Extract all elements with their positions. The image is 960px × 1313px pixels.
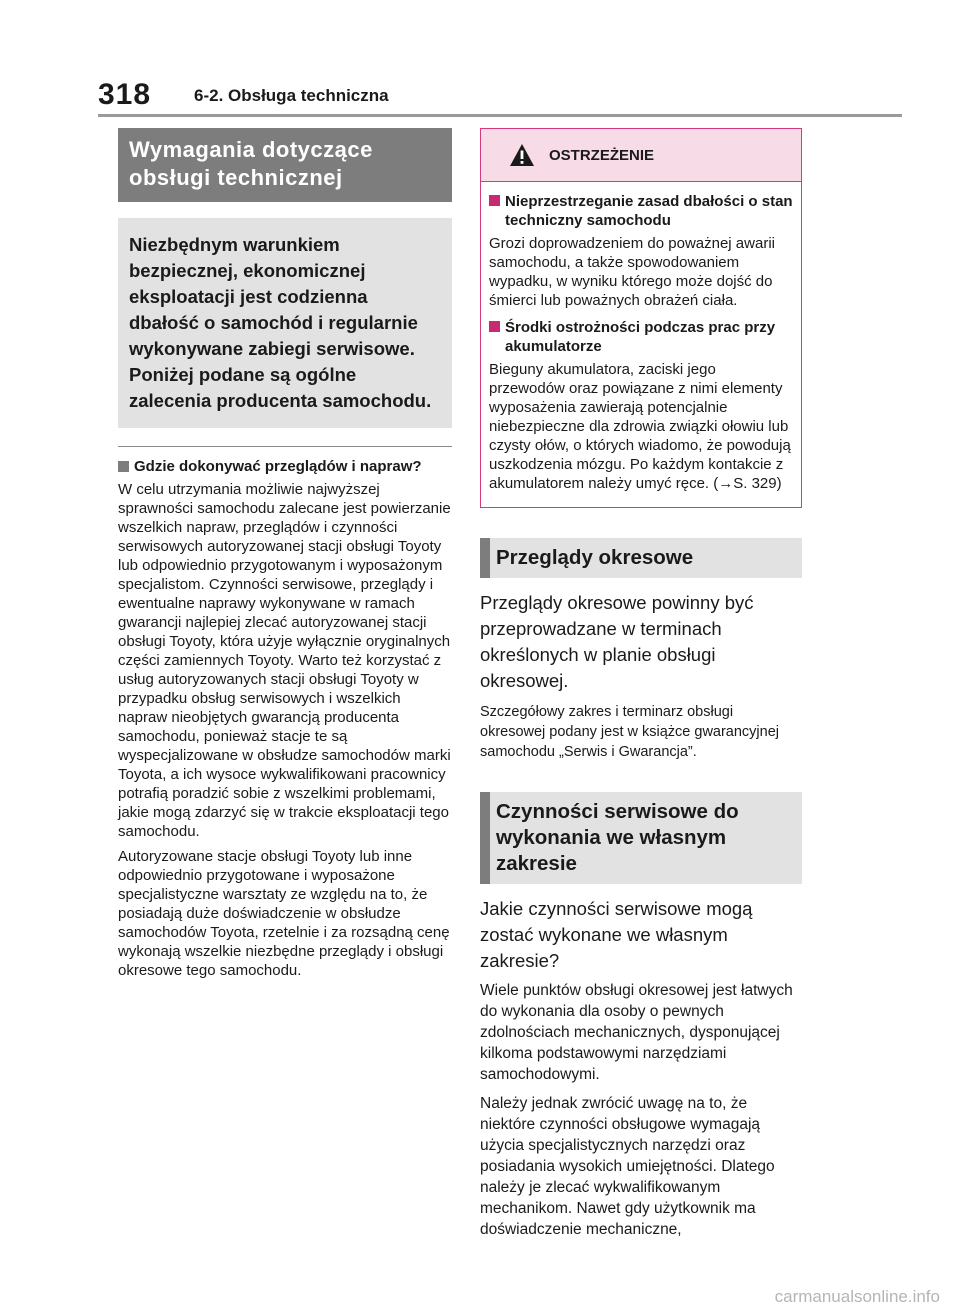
requirements-heading: Wymagania dotyczące obsługi technicznej — [118, 128, 452, 202]
question-text: Gdzie dokonywać przeglądów i napraw? — [134, 458, 422, 475]
warning-body — [481, 182, 801, 507]
square-bullet-icon — [118, 461, 129, 472]
diy-lead: Jakie czynności serwisowe mogą zostać wykonane we własnym zakresie? — [480, 898, 753, 971]
page-number: 318 — [98, 78, 152, 111]
warning-item-title-text: Środki ostrożności podczas prac przy akumulatorze — [505, 319, 776, 355]
left-column — [118, 128, 452, 980]
square-bullet-icon — [489, 195, 500, 206]
body-paragraph: W celu utrzymania możliwie najwyższej sprawności samochodu zalecane jest powierzanie wszelkich napraw, przeglądów i czynności serwisowych autoryzowanej stacji obsługi Toyoty lub odpowiednio przygotowanym i wyposażonym specjalistom. Czynności serwisowe, przeglądy i ewentualne naprawy wykonywane w ramach gwarancji najlepiej zlecać autoryzowanej stacji obsługi Toyoty, która użyje wyłącznie oryginalnych części zamiennych Toyoty. Warto też korzystać z usług autoryzowanych stacji obsługi Toyoty w przypadku obsług serwisowych i wszelkich napraw nieobjętych gwarancją producenta samochodu, ponieważ stacje te są wyspecjalizowane w obsłudze samochodów marki Toyota, a ich wysoce wykwalifikowani pracownicy potrafią poradzić sobie z wszelkimi problemami, jakie mogą zdarzyć się w trakcie eksploatacji tego samochodu. — [118, 481, 451, 840]
section-title: 6-2. Obsługa techniczna — [194, 86, 389, 105]
heading-bar — [480, 538, 490, 578]
heading-bar — [480, 792, 490, 884]
periodic-lead: Przeglądy okresowe powinny być przeprowadzane w terminach określonych w planie obsługi okresowej. — [480, 592, 754, 691]
diy-heading-text: Czynności serwisowe do wykonania we własnym zakresie — [496, 800, 739, 875]
periodic-heading-text: Przeglądy okresowe — [496, 546, 694, 569]
warning-box — [480, 128, 802, 508]
periodic-detail: Szczegółowy zakres i terminarz obsługi okresowej podany jest w książce gwarancyjnej samochodu „Serwis i Gwarancja”. — [480, 704, 780, 760]
diy-paragraph: Wiele punktów obsługi okresowej jest łatwych do wykonania dla osoby o pewnych zdolnościach mechanicznych, dysponującej kilkoma podstawowymi narzędziami samochodowymi. — [480, 982, 793, 1083]
watermark: carmanualsonline.info — [774, 1287, 940, 1306]
divider — [118, 446, 452, 447]
header-rule — [98, 114, 902, 117]
warning-triangle-icon — [509, 143, 535, 167]
warning-item-title — [489, 318, 793, 356]
warning-item-text: Grozi doprowadzeniem do poważnej awarii samochodu, a także spowodowaniem wypadku, w wyniku którego może dojść do śmierci lub poważnych obrażeń ciała. — [489, 235, 775, 309]
diy-paragraph: Należy jednak zwrócić uwagę na to, że niektóre czynności obsługowe wymagają użycia specjalistycznych narzędzi oraz posiadania wysokich umiejętności. Dlatego należy je zlecać wykwalifikowanym mechanikom. Nawet gdy użytkownik ma doświadczenie mechaniczne, — [480, 1095, 775, 1238]
warning-item-title-text: Nieprzestrzeganie zasad dbałości o stan techniczny samochodu — [505, 193, 793, 229]
right-column — [480, 128, 802, 1240]
question-heading — [118, 458, 452, 476]
intro-box: Niezbędnym warunkiem bezpiecznej, ekonomicznej eksploatacji jest codzienna dbałość o samochód i regularnie wykonywane zabiegi serwisowe. Poniżej podane są ogólne zalecenia producenta samochodu. — [118, 218, 452, 428]
diy-heading — [480, 792, 802, 884]
warning-item-title — [489, 192, 793, 230]
square-bullet-icon — [489, 321, 500, 332]
periodic-heading — [480, 538, 802, 578]
warning-title: OSTRZEŻENIE — [549, 146, 655, 164]
body-paragraph: Autoryzowane stacje obsługi Toyoty lub inne odpowiednio przygotowane i wyposażone specjalistyczne warsztaty ze względu na to, że posiadają duże doświadczenie w obsłudze samochodów Toyota, rzetelnie i za rozsądną cenę wykonają wszelkie niezbędne przeglądy i obsługi okresowe tego samochodu. — [118, 848, 450, 979]
warning-item-text: Bieguny akumulatora, zaciski jego przewodów oraz powiązane z nimi elementy wyposażenia zawierają potencjalnie niebezpieczne dla zdrowia związki ołowiu lub czysty ołów, o których wiadomo, że powodują uszkodzenia mózgu. Po każdym kontakcie z akumulatorem należy umyć ręce. (→S. 329) — [489, 361, 791, 492]
warning-header — [481, 129, 801, 182]
